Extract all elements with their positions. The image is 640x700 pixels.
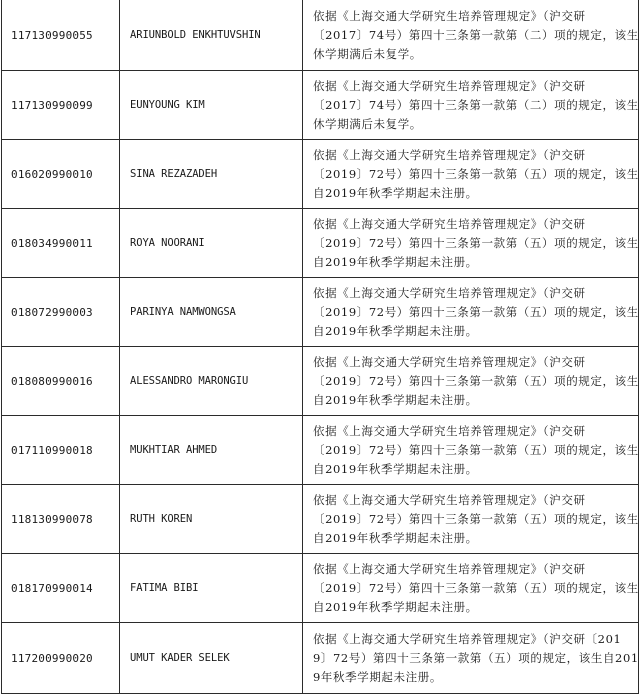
student-name: RUTH KOREN [120, 485, 303, 554]
note-line: 依据《上海交通大学研究生培养管理规定》（沪交研 [313, 216, 586, 231]
note-line: 自2019年秋季学期起未注册。 [313, 392, 478, 407]
table-row [2, 416, 639, 485]
note-line: 自2019年秋季学期起未注册。 [313, 185, 478, 200]
note-line: 自2019年秋季学期起未注册。 [313, 599, 478, 614]
note-line: 〔2019〕72号）第四十三条第一款第（五）项的规定，该生 [313, 580, 639, 595]
status-note [303, 209, 639, 278]
note-line: 9年秋季学期起未注册。 [313, 669, 442, 684]
student-id: 118130990078 [2, 485, 120, 554]
table-row [2, 554, 639, 623]
note-line: 〔2017〕74号）第四十三条第一款第（二）项的规定，该生 [313, 27, 639, 42]
status-note [303, 554, 639, 623]
student-id: 018034990011 [2, 209, 120, 278]
note-line: 依据《上海交通大学研究生培养管理规定》（沪交研 [313, 561, 586, 576]
note-line: 自2019年秋季学期起未注册。 [313, 461, 478, 476]
student-id: 018080990016 [2, 347, 120, 416]
student-name: SINA REZAZADEH [120, 140, 303, 209]
status-note [303, 140, 639, 209]
table-row [2, 71, 639, 140]
note-line: 休学期满后未复学。 [313, 116, 422, 131]
note-line: 〔2017〕74号）第四十三条第一款第（二）项的规定，该生 [313, 97, 639, 112]
status-note [303, 347, 639, 416]
student-id: 016020990010 [2, 140, 120, 209]
student-id: 017110990018 [2, 416, 120, 485]
note-line: 休学期满后未复学。 [313, 46, 422, 61]
student-id: 117130990055 [2, 0, 120, 71]
table-body [2, 0, 639, 694]
table-row [2, 278, 639, 347]
note-line: 依据《上海交通大学研究生培养管理规定》（沪交研 [313, 78, 586, 93]
student-name: ALESSANDRO MARONGIU [120, 347, 303, 416]
table-row [2, 485, 639, 554]
student-name: EUNYOUNG KIM [120, 71, 303, 140]
note-line: 9〕72号）第四十三条第一款第（五）项的规定，该生自201 [313, 650, 639, 665]
note-line: 依据《上海交通大学研究生培养管理规定》（沪交研 [313, 492, 586, 507]
student-id: 018170990014 [2, 554, 120, 623]
status-note [303, 416, 639, 485]
status-note [303, 71, 639, 140]
student-id: 018072990003 [2, 278, 120, 347]
student-id: 117200990020 [2, 623, 120, 694]
note-line: 〔2019〕72号）第四十三条第一款第（五）项的规定，该生 [313, 166, 639, 181]
note-line: 依据《上海交通大学研究生培养管理规定》（沪交研 [313, 354, 586, 369]
student-name: ROYA NOORANI [120, 209, 303, 278]
note-line: 〔2019〕72号）第四十三条第一款第（五）项的规定，该生 [313, 235, 639, 250]
status-note [303, 485, 639, 554]
note-line: 依据《上海交通大学研究生培养管理规定》（沪交研 [313, 8, 586, 23]
student-name: MUKHTIAR AHMED [120, 416, 303, 485]
note-line: 〔2019〕72号）第四十三条第一款第（五）项的规定，该生 [313, 304, 639, 319]
table-row [2, 0, 639, 71]
status-note [303, 0, 639, 71]
note-line: 依据《上海交通大学研究生培养管理规定》（沪交研 [313, 285, 586, 300]
note-line: 〔2019〕72号）第四十三条第一款第（五）项的规定，该生 [313, 442, 639, 457]
student-name: UMUT KADER SELEK [120, 623, 303, 694]
table-row [2, 347, 639, 416]
status-note [303, 278, 639, 347]
note-line: 依据《上海交通大学研究生培养管理规定》（沪交研 [313, 147, 586, 162]
student-name: ARIUNBOLD ENKHTUVSHIN [120, 0, 303, 71]
status-note [303, 623, 639, 694]
note-line: 自2019年秋季学期起未注册。 [313, 530, 478, 545]
note-line: 〔2019〕72号）第四十三条第一款第（五）项的规定，该生 [313, 373, 639, 388]
table-row [2, 140, 639, 209]
student-records-table [1, 0, 639, 694]
table-row [2, 209, 639, 278]
note-line: 自2019年秋季学期起未注册。 [313, 254, 478, 269]
note-line: 依据《上海交通大学研究生培养管理规定》（沪交研 [313, 423, 586, 438]
table-row [2, 623, 639, 694]
note-line: 自2019年秋季学期起未注册。 [313, 323, 478, 338]
student-name: FATIMA BIBI [120, 554, 303, 623]
student-name: PARINYA NAMWONGSA [120, 278, 303, 347]
student-id: 117130990099 [2, 71, 120, 140]
note-line: 依据《上海交通大学研究生培养管理规定》（沪交研〔201 [313, 631, 622, 646]
note-line: 〔2019〕72号）第四十三条第一款第（五）项的规定，该生 [313, 511, 639, 526]
